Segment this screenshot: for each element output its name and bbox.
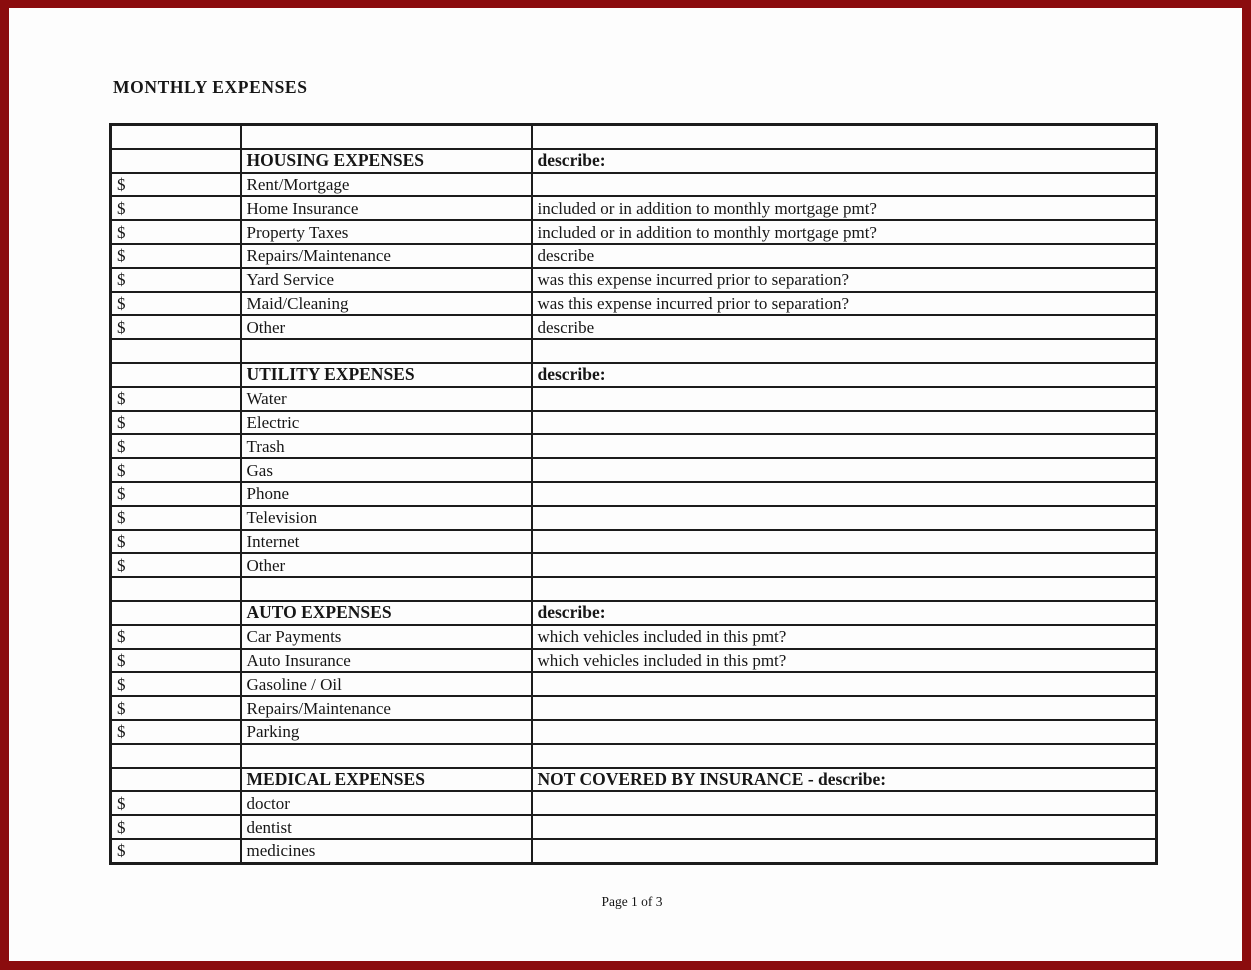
note-cell <box>532 696 1157 720</box>
amount-cell: $ <box>111 411 241 435</box>
spacer-row <box>111 339 1157 363</box>
expense-row <box>111 434 1157 458</box>
note-cell <box>532 506 1157 530</box>
amount-cell-empty <box>111 125 241 149</box>
section-header-row <box>111 363 1157 387</box>
expense-row <box>111 649 1157 673</box>
spacer-row <box>111 744 1157 768</box>
expense-row <box>111 292 1157 316</box>
spacer-row <box>111 125 1157 149</box>
amount-cell: $ <box>111 292 241 316</box>
spacer-row <box>111 577 1157 601</box>
expense-row <box>111 315 1157 339</box>
label-cell: Other <box>241 553 532 577</box>
label-cell: Property Taxes <box>241 220 532 244</box>
section-header-row <box>111 149 1157 173</box>
expense-row <box>111 268 1157 292</box>
section-note-header: NOT COVERED BY INSURANCE - describe: <box>532 768 1157 792</box>
amount-cell: $ <box>111 815 241 839</box>
section-note-header: describe: <box>532 149 1157 173</box>
note-cell <box>532 839 1157 863</box>
label-cell-empty <box>241 125 532 149</box>
note-cell <box>532 553 1157 577</box>
label-cell: Repairs/Maintenance <box>241 244 532 268</box>
amount-cell-empty <box>111 601 241 625</box>
label-cell: dentist <box>241 815 532 839</box>
section-title: HOUSING EXPENSES <box>241 149 532 173</box>
label-cell: Trash <box>241 434 532 458</box>
amount-cell: $ <box>111 458 241 482</box>
amount-cell: $ <box>111 530 241 554</box>
label-cell: doctor <box>241 791 532 815</box>
note-cell-empty <box>532 744 1157 768</box>
amount-cell-empty <box>111 768 241 792</box>
note-cell: was this expense incurred prior to separation? <box>532 268 1157 292</box>
expense-row <box>111 625 1157 649</box>
section-title: UTILITY EXPENSES <box>241 363 532 387</box>
note-cell <box>532 434 1157 458</box>
expense-row <box>111 530 1157 554</box>
label-cell: Other <box>241 315 532 339</box>
expense-row <box>111 839 1157 863</box>
label-cell: Phone <box>241 482 532 506</box>
note-cell <box>532 720 1157 744</box>
amount-cell: $ <box>111 244 241 268</box>
note-cell <box>532 173 1157 197</box>
label-cell: Water <box>241 387 532 411</box>
document-page <box>9 8 1242 961</box>
note-cell: describe <box>532 244 1157 268</box>
label-cell: Gasoline / Oil <box>241 672 532 696</box>
amount-cell-empty <box>111 577 241 601</box>
note-cell-empty <box>532 339 1157 363</box>
expense-row <box>111 196 1157 220</box>
amount-cell: $ <box>111 625 241 649</box>
amount-cell-empty <box>111 339 241 363</box>
amount-cell-empty <box>111 149 241 173</box>
expense-row <box>111 173 1157 197</box>
amount-cell: $ <box>111 791 241 815</box>
amount-cell: $ <box>111 672 241 696</box>
label-cell: Car Payments <box>241 625 532 649</box>
amount-cell: $ <box>111 696 241 720</box>
label-cell: Gas <box>241 458 532 482</box>
label-cell: Home Insurance <box>241 196 532 220</box>
label-cell: Television <box>241 506 532 530</box>
amount-cell: $ <box>111 315 241 339</box>
note-cell <box>532 672 1157 696</box>
expense-row <box>111 720 1157 744</box>
note-cell-empty <box>532 577 1157 601</box>
expense-row <box>111 411 1157 435</box>
amount-cell: $ <box>111 173 241 197</box>
label-cell: Rent/Mortgage <box>241 173 532 197</box>
amount-cell: $ <box>111 434 241 458</box>
note-cell-empty <box>532 125 1157 149</box>
label-cell-empty <box>241 744 532 768</box>
expenses-table <box>109 123 1158 865</box>
amount-cell: $ <box>111 482 241 506</box>
expense-row <box>111 244 1157 268</box>
section-note-header: describe: <box>532 363 1157 387</box>
expense-row <box>111 672 1157 696</box>
section-header-row <box>111 601 1157 625</box>
label-cell: Internet <box>241 530 532 554</box>
label-cell-empty <box>241 339 532 363</box>
note-cell: which vehicles included in this pmt? <box>532 649 1157 673</box>
note-cell: describe <box>532 315 1157 339</box>
expense-row <box>111 506 1157 530</box>
section-title: MEDICAL EXPENSES <box>241 768 532 792</box>
expense-row <box>111 482 1157 506</box>
expense-row <box>111 220 1157 244</box>
amount-cell: $ <box>111 387 241 411</box>
label-cell: Auto Insurance <box>241 649 532 673</box>
expense-row <box>111 553 1157 577</box>
amount-cell-empty <box>111 744 241 768</box>
amount-cell: $ <box>111 196 241 220</box>
amount-cell: $ <box>111 720 241 744</box>
note-cell: was this expense incurred prior to separation? <box>532 292 1157 316</box>
page-number: Page 1 of 3 <box>601 894 663 909</box>
expense-row <box>111 387 1157 411</box>
section-title: AUTO EXPENSES <box>241 601 532 625</box>
expense-row <box>111 696 1157 720</box>
section-header-row <box>111 768 1157 792</box>
note-cell: which vehicles included in this pmt? <box>532 625 1157 649</box>
label-cell: Yard Service <box>241 268 532 292</box>
note-cell: included or in addition to monthly mortgage pmt? <box>532 196 1157 220</box>
note-cell <box>532 482 1157 506</box>
label-cell: Parking <box>241 720 532 744</box>
amount-cell: $ <box>111 649 241 673</box>
amount-cell: $ <box>111 839 241 863</box>
note-cell <box>532 458 1157 482</box>
note-cell <box>532 530 1157 554</box>
note-cell <box>532 411 1157 435</box>
label-cell: medicines <box>241 839 532 863</box>
expense-row <box>111 458 1157 482</box>
label-cell: Repairs/Maintenance <box>241 696 532 720</box>
amount-cell: $ <box>111 553 241 577</box>
amount-cell: $ <box>111 220 241 244</box>
label-cell-empty <box>241 577 532 601</box>
page-title: MONTHLY EXPENSES <box>113 77 308 97</box>
note-cell <box>532 815 1157 839</box>
amount-cell: $ <box>111 268 241 292</box>
expense-row <box>111 815 1157 839</box>
note-cell <box>532 791 1157 815</box>
amount-cell: $ <box>111 506 241 530</box>
label-cell: Electric <box>241 411 532 435</box>
section-note-header: describe: <box>532 601 1157 625</box>
note-cell: included or in addition to monthly mortgage pmt? <box>532 220 1157 244</box>
expense-row <box>111 791 1157 815</box>
amount-cell-empty <box>111 363 241 387</box>
label-cell: Maid/Cleaning <box>241 292 532 316</box>
note-cell <box>532 387 1157 411</box>
